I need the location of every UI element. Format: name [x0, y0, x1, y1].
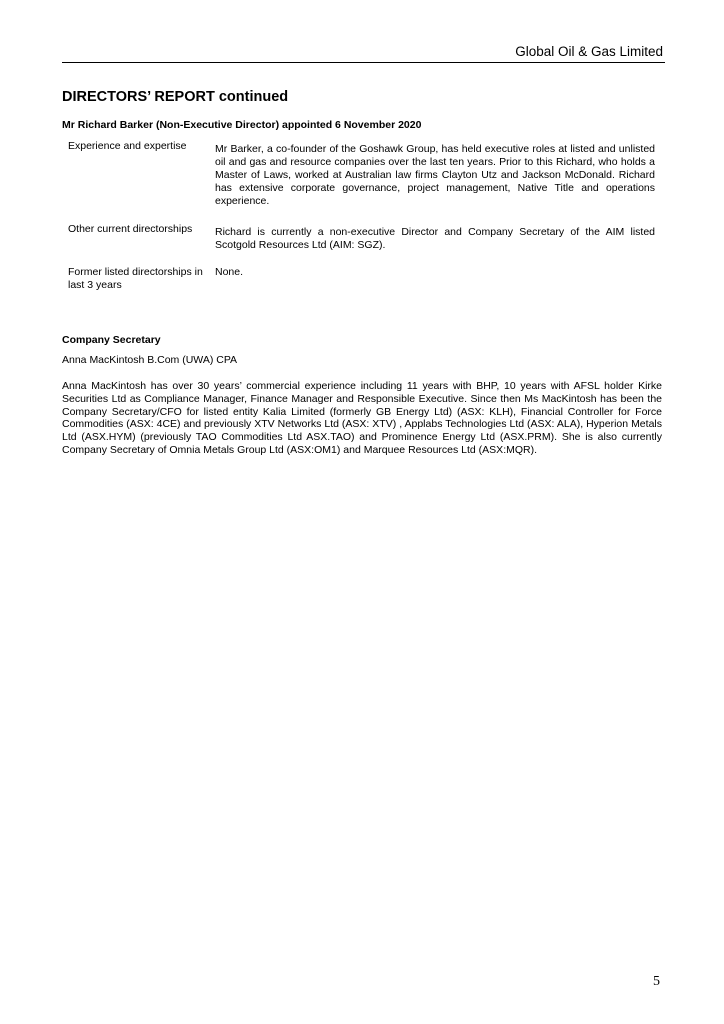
row-label: Other current directorships — [68, 223, 193, 235]
row-label: Experience and expertise — [68, 140, 187, 152]
company-secretary-bio: Anna MacKintosh has over 30 years’ commercial experience including 11 years with BHP, 10 years with AFSL holder Kirke Securities Ltd as Compliance Manager, Finance Manager and Responsible Executive. Since then Ms MacKintosh has been the Company Secretary/CFO for listed entity Kalia Limited (formerly GB Energy Ltd) (ASX: KLH), Financial Controller for Force Commodities (ASX: 4CE) and previously XTV Networks Ltd (ASX: XTV) , Applabs Technologies Ltd (ASX: ALA), Hyperion Metals Ltd (ASX.HYM) (previously TAO Commodities Ltd ASX.TAO) and Prominence Energy Ltd (ASX.PRM). She is also currently Company Secretary of Omnia Metals Group Ltd (ASX:OM1) and Marquee Resources Ltd (ASX:MQR). — [62, 380, 662, 456]
row-value: Richard is currently a non-executive Director and Company Secretary of the AIM listed Scotgold Resources Ltd (AIM: SGZ). — [215, 226, 655, 251]
row-label: Former listed directorships in last 3 years — [68, 266, 203, 291]
page-header — [62, 44, 665, 63]
director-heading: Mr Richard Barker (Non-Executive Director) appointed 6 November 2020 — [62, 119, 422, 131]
company-secretary-name: Anna MacKintosh B.Com (UWA) CPA — [62, 354, 238, 366]
company-name: Global Oil & Gas Limited — [515, 44, 663, 59]
page-number: 5 — [653, 974, 660, 989]
company-secretary-heading: Company Secretary — [62, 334, 161, 346]
section-title: DIRECTORS’ REPORT continued — [62, 89, 289, 105]
row-value: None. — [215, 266, 244, 278]
row-value: Mr Barker, a co-founder of the Goshawk Group, has held executive roles at listed and unlisted oil and gas and resource companies over the last ten years. Prior to this Richard, who holds a Master of Laws, worked at Australian law firms Clayton Utz and Jackson McDonald. Richard has extensive corporate governance, project management, Native Title and operations experience. — [215, 143, 655, 207]
